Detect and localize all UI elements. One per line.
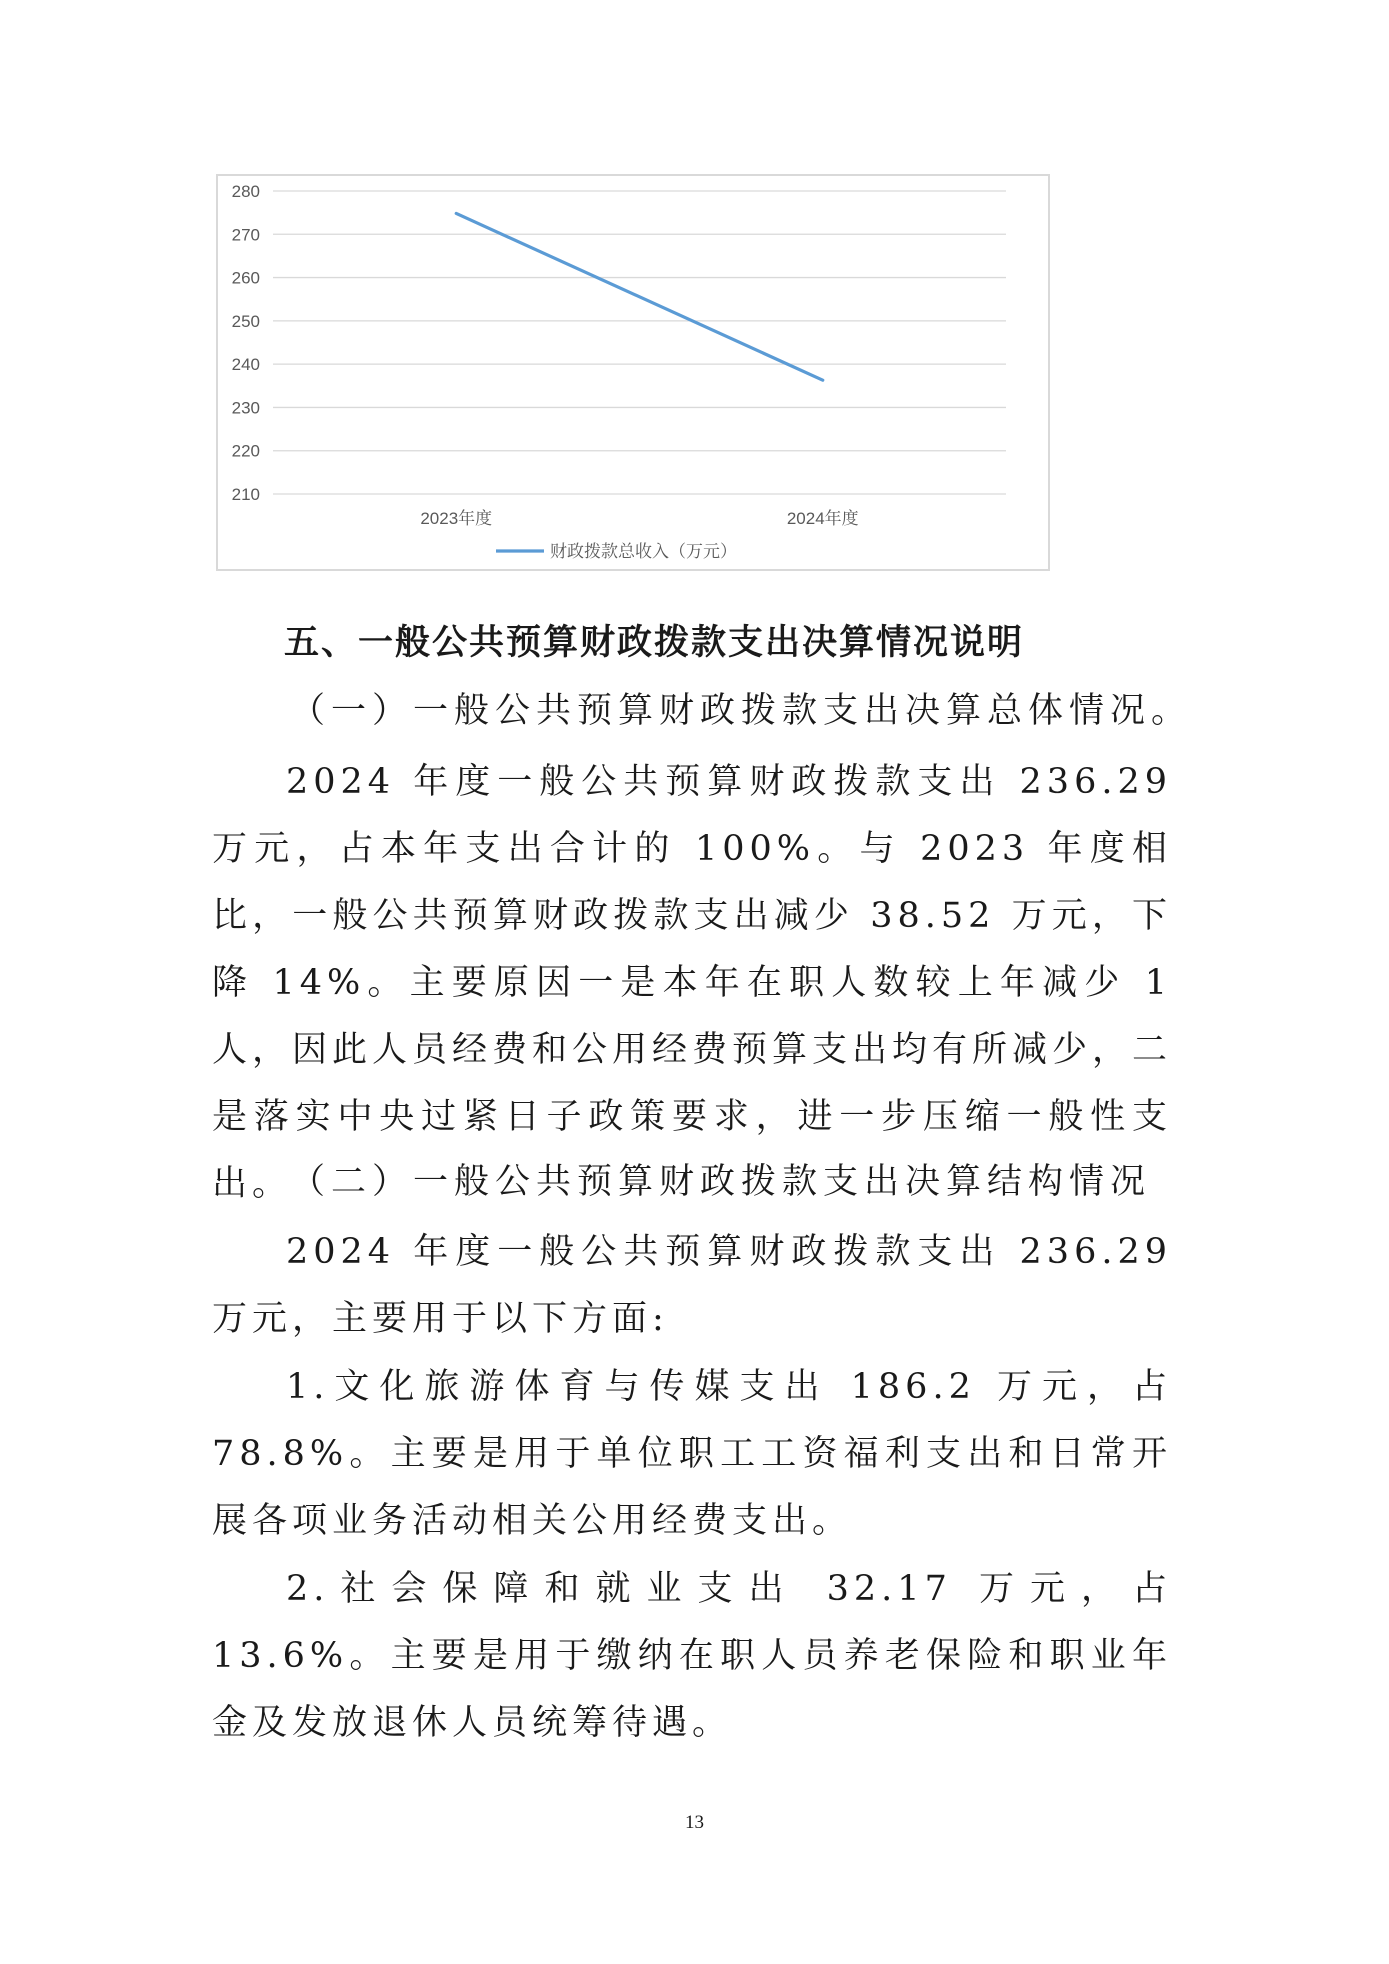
paragraph-overall-expenditure: 2024 年度一般公共预算财政拨款支出 236.29 万元，占本年支出合计的 100%。与 2023 年度相比，一般公共预算财政拨款支出减少 38.52 万元，下降 14%。主要原因一是本年在职人数较上年减少 1 人，因此人员经费和公用经费预算支出均有所减少，二是落实中央过紧日子政策要求，进一步压缩一般性支出。 — [212, 762, 1173, 1204]
x-tick-label: 2024年度 — [786, 509, 859, 528]
x-tick-label: 2023年度 — [420, 509, 493, 528]
y-tick-label: 270 — [231, 225, 260, 245]
legend-label: 财政拨款总收入（万元） — [550, 542, 737, 562]
y-tick-label: 240 — [231, 355, 260, 375]
revenue-line-chart — [216, 174, 1050, 571]
y-tick-label: 250 — [231, 311, 260, 331]
paragraph-social-security-expenditure: 2.社会保障和就业支出 32.17 万元，占 13.6%。主要是用于缴纳在职人员养老保险和职业年金及发放退休人员统筹待遇。 — [212, 1569, 1172, 1743]
paragraph-culture-expenditure: 1.文化旅游体育与传媒支出 186.2 万元，占 78.8%。主要是用于单位职工工资福利支出和日常开展各项业务活动相关公用经费支出。 — [212, 1367, 1172, 1541]
chart-canvas — [218, 176, 1052, 573]
subheading-overall: （一）一般公共预算财政拨款支出决算总体情况。 — [290, 691, 1193, 731]
subheading-structure: （二）一般公共预算财政拨款支出决算结构情况 — [290, 1162, 1152, 1202]
y-tick-label: 260 — [231, 268, 260, 288]
y-tick-label: 280 — [231, 182, 260, 201]
y-tick-label: 210 — [231, 485, 260, 504]
series-line — [456, 213, 823, 380]
y-tick-label: 230 — [231, 398, 260, 418]
page-number: 13 — [685, 1812, 704, 1833]
section-heading: 五、一般公共预算财政拨款支出决算情况说明 — [284, 623, 1025, 663]
paragraph-structure-intro: 2024 年度一般公共预算财政拨款支出 236.29 万元，主要用于以下方面: — [212, 1232, 1172, 1339]
y-tick-label: 220 — [231, 441, 260, 461]
